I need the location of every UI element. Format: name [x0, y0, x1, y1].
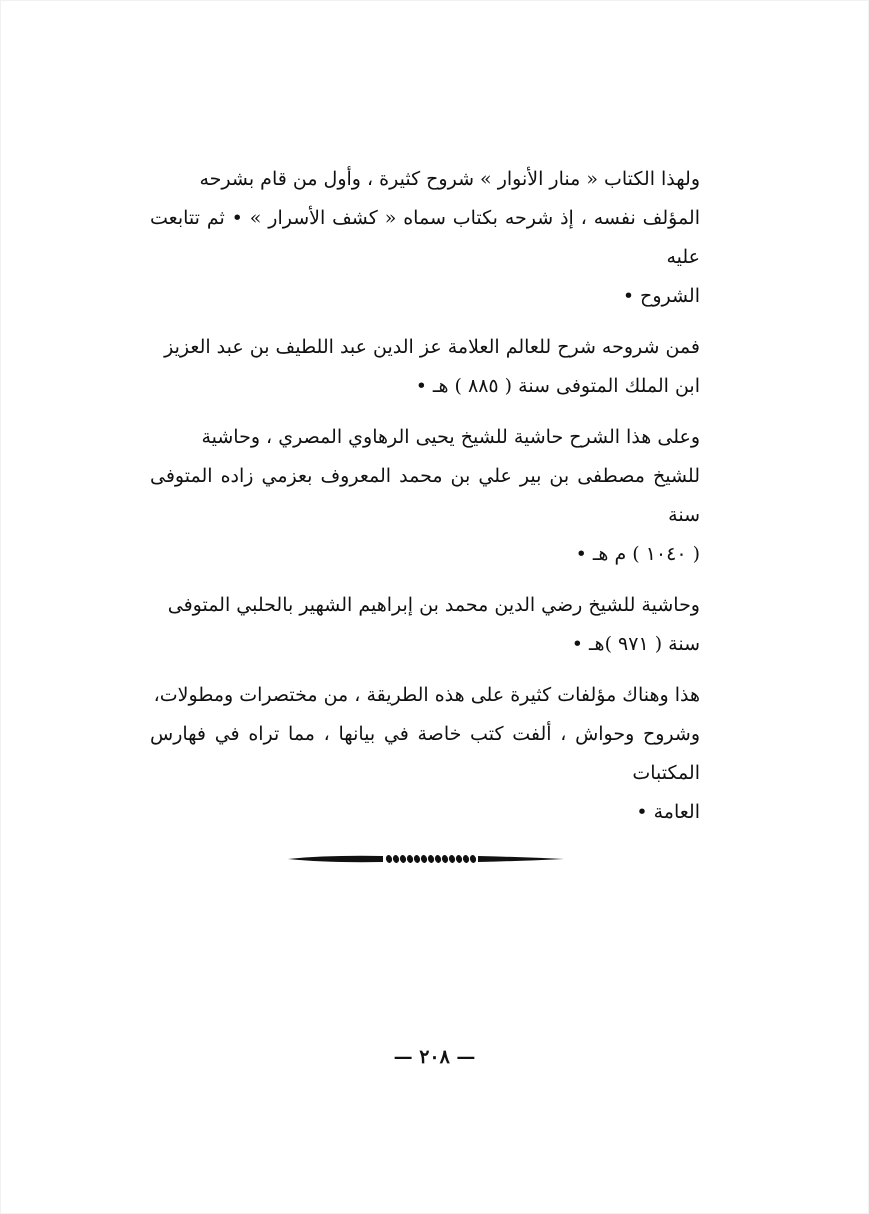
paragraph-line: ولهذا الكتاب « منار الأنوار » شروح كثيرة ، وأول من قام بشرحه	[199, 168, 700, 190]
paragraph-line: هذا وهناك مؤلفات كثيرة على هذه الطريقة ، من مختصرات ومطولات،	[153, 684, 700, 706]
paragraph-4	[150, 586, 700, 664]
paragraph-5	[150, 676, 700, 832]
paragraph-line: وعلى هذا الشرح حاشية للشيخ يحيى الرهاوي المصري ، وحاشية	[201, 426, 700, 448]
paragraph-line: للشيخ مصطفى بن بير علي بن محمد المعروف بعزمي زاده المتوفى سنة	[150, 465, 700, 526]
paragraph-line: المؤلف نفسه ، إذ شرحه بكتاب سماه « كشف الأسرار » • ثم تتابعت عليه	[150, 207, 700, 268]
paragraph-3	[150, 418, 700, 574]
paragraph-2	[150, 328, 700, 406]
paragraph-line: وشروح وحواش ، ألفت كتب خاصة في بيانها ، مما تراه في فهارس المكتبات	[150, 723, 700, 784]
paragraph-line: ابن الملك المتوفى سنة ( ٨٨٥ ) هـ •	[415, 375, 700, 397]
decorative-divider-icon	[288, 852, 564, 866]
paragraph-1	[150, 160, 700, 316]
paragraph-line: وحاشية للشيخ رضي الدين محمد بن إبراهيم الشهير بالحلبي المتوفى	[167, 594, 700, 616]
paragraph-line: ( ١٠٤٠ ) م هـ •	[575, 543, 700, 565]
paragraph-line: سنة ( ٩٧١ )هـ •	[571, 633, 700, 655]
paragraph-line: الشروح •	[622, 285, 700, 307]
paragraph-line: فمن شروحه شرح للعالم العلامة عز الدين عبد اللطيف بن عبد العزيز	[164, 336, 700, 358]
page-number: — ٢٠٨ —	[393, 1046, 476, 1068]
body-text	[150, 160, 700, 844]
paragraph-line: العامة •	[636, 801, 700, 823]
